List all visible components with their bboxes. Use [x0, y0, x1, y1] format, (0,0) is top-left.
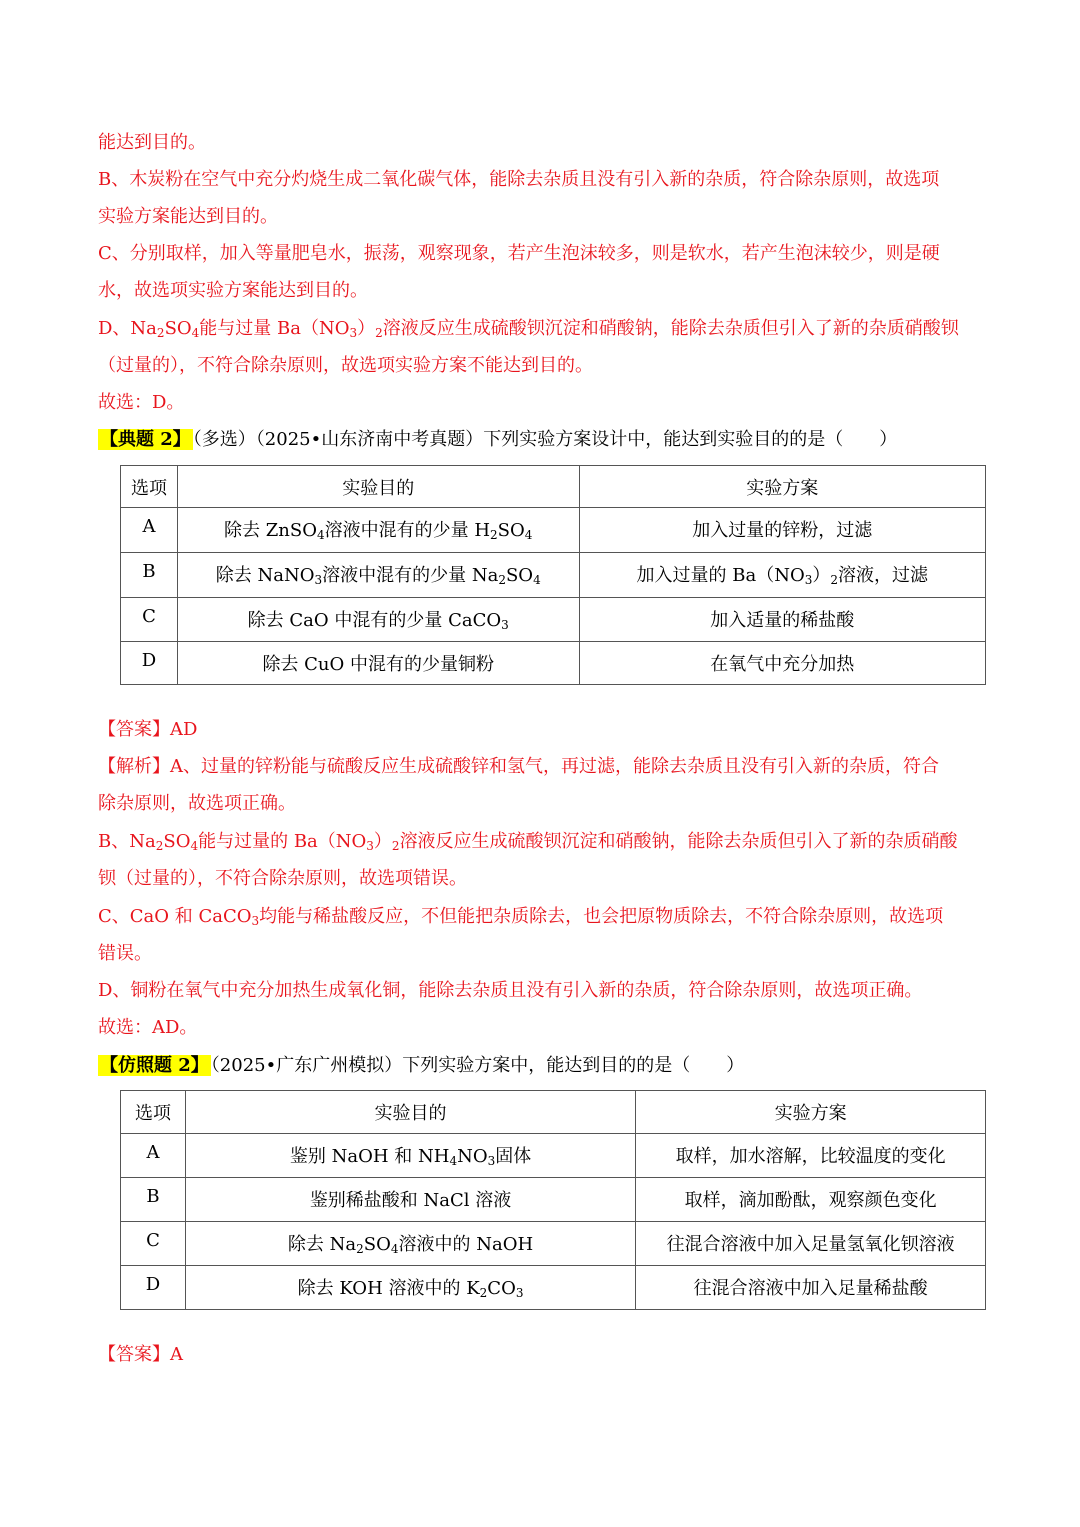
row-purpose: 除去 CaO 中混有的少量 CaCO$_3$: [177, 598, 579, 642]
row-purpose: 除去 ZnSO$_4$溶液中混有的少量 $H_2SO_4$: [177, 508, 579, 553]
row-option: B: [121, 1178, 186, 1222]
table-row: [121, 1222, 986, 1266]
table-header-row: [121, 466, 986, 508]
row-plan: 取样，滴加酚酞，观察颜色变化: [636, 1178, 986, 1222]
prev-solution-option-d: D、$Na_2SO_4$能与过量 $Ba(NO_3)_2$溶液反应生成硫酸钡沉淀和硝酸钠，能除去杂质但引入了新的杂质硝酸钡: [98, 318, 959, 340]
q3-table: [120, 1090, 986, 1310]
prev-solution-option-b-cont: 实验方案能达到目的。: [98, 206, 278, 227]
header-option: 选项: [121, 1091, 186, 1134]
prev-solution-option-d-cont: （过量的），不符合除杂原则，故选项实验方案不能达到目的。: [98, 355, 593, 376]
q3-tag: 【仿照题 2】: [100, 1055, 209, 1076]
table-row: [121, 1266, 986, 1310]
row-purpose: 鉴别 NaOH 和 $NH_4NO_3$固体: [185, 1134, 635, 1178]
table-row: [121, 508, 986, 553]
row-purpose: 除去 CuO 中混有的少量铜粉: [177, 642, 579, 685]
q2-analysis-a: 【解析】A、过量的锌粉能与硫酸反应生成硫酸锌和氢气，再过滤，能除去杂质且没有引入新的杂质，符合: [98, 756, 939, 777]
row-option: D: [121, 1266, 186, 1310]
header-plan: 实验方案: [636, 1091, 986, 1134]
table-row: [121, 1134, 986, 1178]
header-plan: 实验方案: [579, 466, 985, 508]
q2-analysis-c-cont: 错误。: [98, 943, 152, 964]
header-option: 选项: [121, 466, 178, 508]
q2-choice: 故选：AD。: [98, 1017, 198, 1038]
table-row: [121, 642, 986, 685]
row-plan: 加入过量的 $Ba(NO_3)_2$溶液，过滤: [579, 553, 985, 598]
q2-tag: 【典题 2】: [100, 429, 191, 450]
row-option: C: [121, 1222, 186, 1266]
prev-solution-line-1: 能达到目的。: [98, 132, 206, 153]
row-plan: 加入过量的锌粉，过滤: [579, 508, 985, 553]
row-plan: 往混合溶液中加入足量稀盐酸: [636, 1266, 986, 1310]
header-purpose: 实验目的: [177, 466, 579, 508]
table-header-row: [121, 1091, 986, 1134]
row-option: D: [121, 642, 178, 685]
q2-text: （多选）（2025•山东济南中考真题）下列实验方案设计中，能达到实验目的的是（ ）: [192, 429, 898, 450]
row-option: C: [121, 598, 178, 642]
prev-solution-choice: 故选：D。: [98, 392, 185, 413]
q2-analysis-b-cont: 钡（过量的），不符合除杂原则，故选项错误。: [98, 868, 467, 889]
table-row: [121, 553, 986, 598]
q2-table: [120, 465, 986, 685]
q2-stem: [98, 427, 988, 453]
row-option: B: [121, 553, 178, 598]
q2-analysis-c: C、CaO 和 CaCO$_3$均能与稀盐酸反应，不但能把杂质除去，也会把原物质除去，不符合除杂原则，故选项: [98, 906, 944, 928]
row-purpose: 除去 NaNO$_3$溶液中混有的少量 $Na_2SO_4$: [177, 553, 579, 598]
q3-text: （2025•广东广州模拟）下列实验方案中，能达到目的的是（ ）: [210, 1055, 745, 1076]
row-option: A: [121, 508, 178, 553]
row-option: A: [121, 1134, 186, 1178]
row-plan: 取样，加水溶解，比较温度的变化: [636, 1134, 986, 1178]
prev-solution-option-b: B、木炭粉在空气中充分灼烧生成二氧化碳气体，能除去杂质且没有引入新的杂质，符合除杂原则，故选项: [98, 169, 940, 190]
q3-stem: [98, 1053, 988, 1079]
q2-analysis-d: D、铜粉在氧气中充分加热生成氧化铜，能除去杂质且没有引入新的杂质，符合除杂原则，故选项正确。: [98, 980, 923, 1001]
q2-analysis-a-cont: 除杂原则，故选项正确。: [98, 793, 296, 814]
table-row: [121, 1178, 986, 1222]
row-purpose: 除去 KOH 溶液中的 $K_2CO_3$: [185, 1266, 635, 1310]
q2-answer: 【答案】AD: [98, 719, 198, 740]
table-row: [121, 598, 986, 642]
row-plan: 往混合溶液中加入足量氢氧化钡溶液: [636, 1222, 986, 1266]
prev-solution-option-c-cont: 水，故选项实验方案能达到目的。: [98, 280, 368, 301]
row-purpose: 鉴别稀盐酸和 NaCl 溶液: [185, 1178, 635, 1222]
row-plan: 在氧气中充分加热: [579, 642, 985, 685]
q2-analysis-b: B、$Na_2SO_4$能与过量的 $Ba(NO_3)_2$溶液反应生成硫酸钡沉淀和硝酸钠，能除去杂质但引入了新的杂质硝酸: [98, 831, 958, 853]
row-purpose: 除去 $Na_2SO_4$溶液中的 NaOH: [185, 1222, 635, 1266]
q3-answer: 【答案】A: [98, 1344, 183, 1365]
prev-solution-option-c: C、分别取样，加入等量肥皂水，振荡，观察现象，若产生泡沫较多，则是软水，若产生泡沫较少，则是硬: [98, 243, 940, 264]
row-plan: 加入适量的稀盐酸: [579, 598, 985, 642]
header-purpose: 实验目的: [185, 1091, 635, 1134]
